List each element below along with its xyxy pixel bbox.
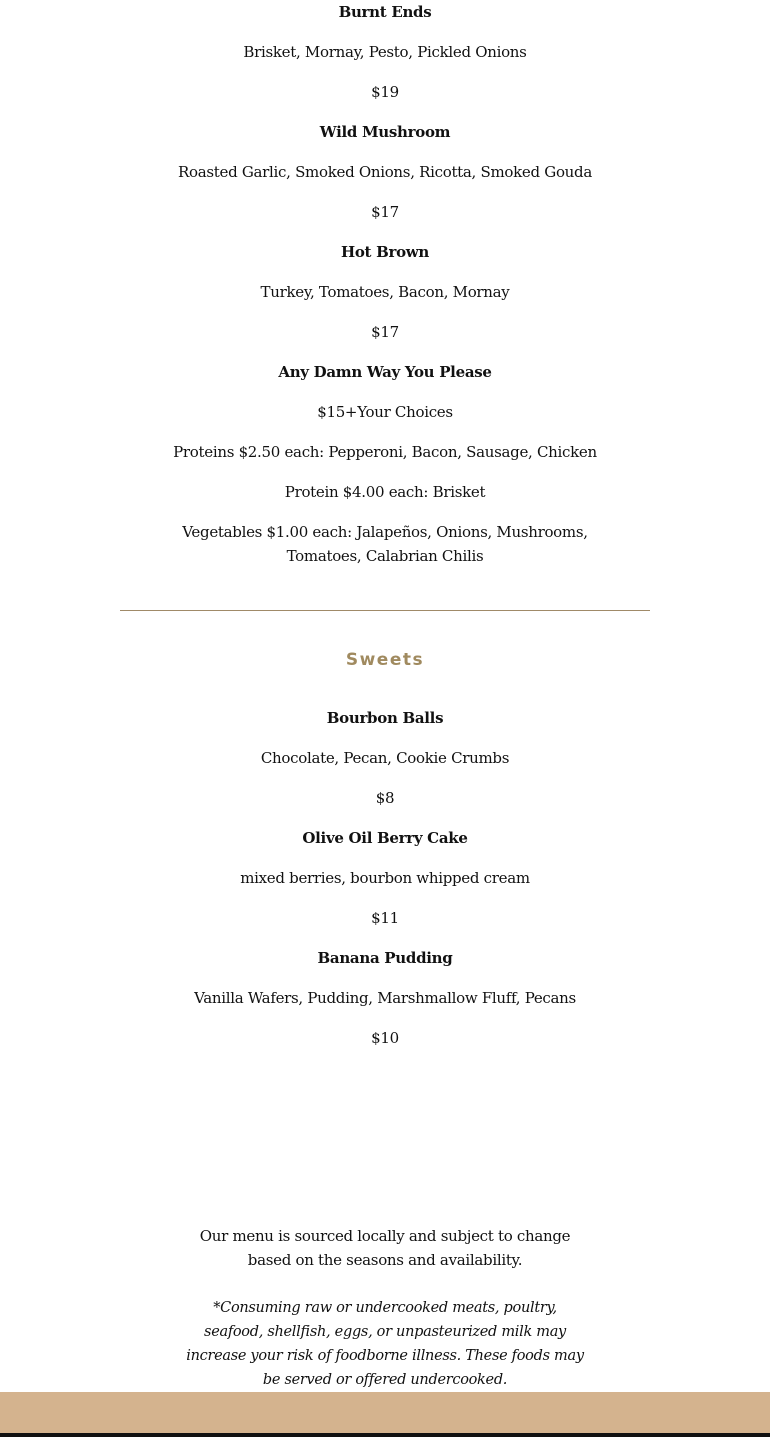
item-description-burnt-ends: Brisket, Mornay, Pesto, Pickled Onions — [243, 43, 527, 61]
item-description-hot-brown: Turkey, Tomatoes, Bacon, Mornay — [260, 283, 510, 301]
bottom-edge — [0, 1433, 770, 1437]
item-price-banana-pudding: $10 — [371, 1029, 399, 1047]
footer-bar — [0, 1392, 770, 1433]
custom-premium-protein: Protein $4.00 each: Brisket — [284, 483, 486, 501]
item-name-olive-oil-berry-cake: Olive Oil Berry Cake — [302, 829, 468, 847]
sourcing-note: Our menu is sourced locally and subject to change based on the seasons and availability. — [199, 1227, 571, 1269]
item-price-custom: $15+Your Choices — [317, 403, 453, 421]
item-name-bourbon-balls: Bourbon Balls — [326, 709, 444, 727]
item-description-banana-pudding: Vanilla Wafers, Pudding, Marshmallow Fluff, Pecans — [194, 989, 576, 1007]
item-price-bourbon-balls: $8 — [375, 789, 395, 807]
item-description-wild-mushroom: Roasted Garlic, Smoked Onions, Ricotta, Smoked Gouda — [178, 163, 592, 181]
custom-vegetables: Vegetables $1.00 each: Jalapeños, Onions, Mushrooms, Tomatoes, Calabrian Chilis — [182, 523, 588, 565]
food-safety-disclaimer: *Consuming raw or undercooked meats, poultry, seafood, shellfish, eggs, or unpasteurized milk may increase your risk of foodborne illness. These foods may be served or offered undercooked. — [186, 1300, 584, 1388]
item-price-wild-mushroom: $17 — [371, 203, 399, 221]
item-name-custom: Any Damn Way You Please — [278, 363, 492, 381]
item-price-burnt-ends: $19 — [371, 83, 399, 101]
section-divider — [120, 610, 650, 611]
custom-proteins: Proteins $2.50 each: Pepperoni, Bacon, Sausage, Chicken — [173, 443, 597, 461]
item-name-wild-mushroom: Wild Mushroom — [319, 123, 451, 141]
item-name-banana-pudding: Banana Pudding — [317, 949, 453, 967]
item-description-olive-oil-berry-cake: mixed berries, bourbon whipped cream — [240, 869, 530, 887]
item-name-hot-brown: Hot Brown — [340, 243, 430, 261]
item-price-olive-oil-berry-cake: $11 — [371, 909, 399, 927]
item-name-burnt-ends: Burnt Ends — [338, 3, 432, 21]
section-title-sweets: Sweets — [345, 650, 425, 670]
item-description-bourbon-balls: Chocolate, Pecan, Cookie Crumbs — [260, 749, 510, 767]
item-price-hot-brown: $17 — [371, 323, 399, 341]
